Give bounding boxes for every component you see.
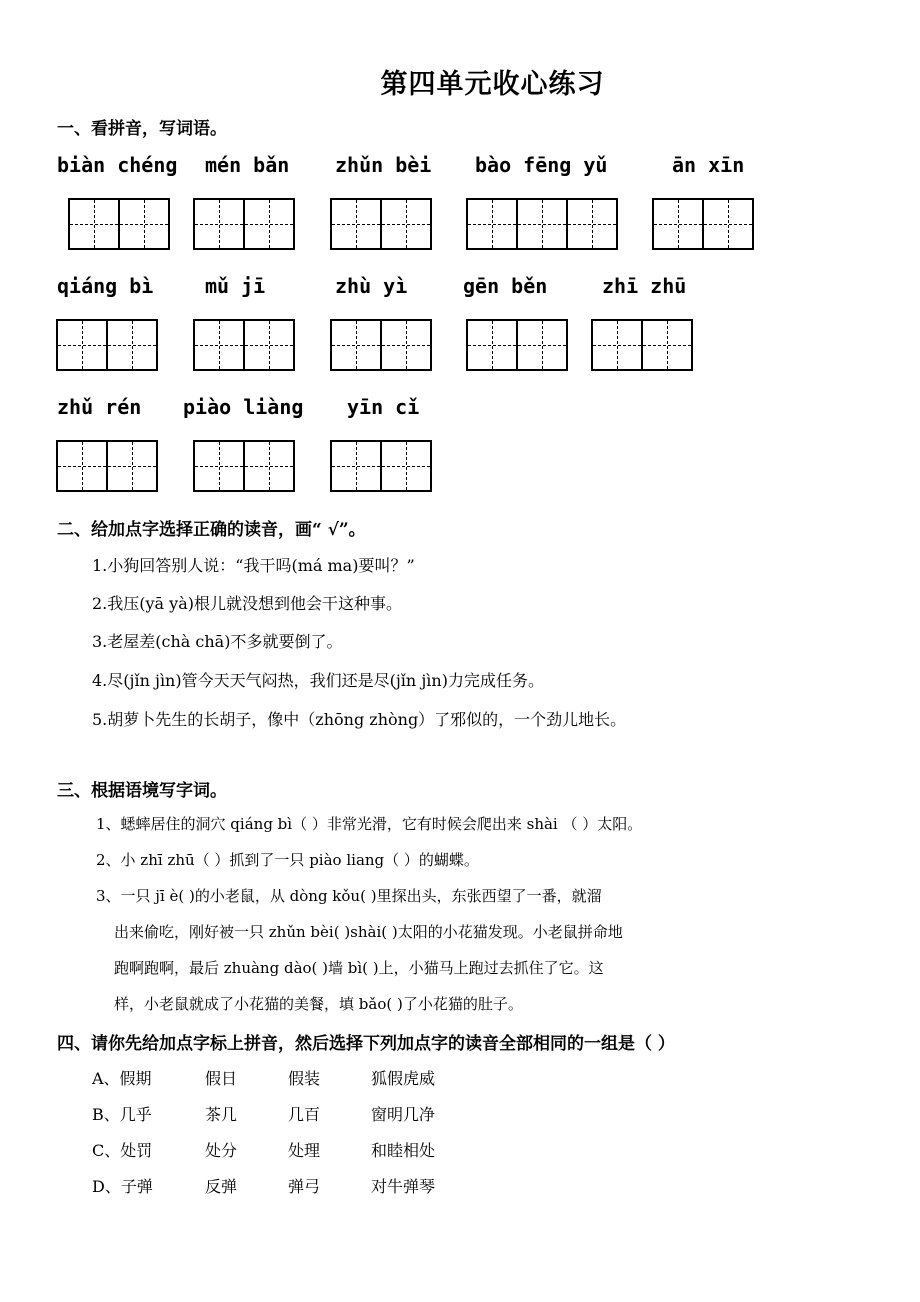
option-word: 假装 [288,1069,321,1088]
writing-grid[interactable] [466,198,616,250]
pinyin-item: biàn chéng [57,153,178,177]
option-word: 茶几 [205,1105,238,1124]
writing-grid[interactable] [330,440,430,492]
question-line: 1.小狗回答别人说：“我干吗(má ma)要叫？” [92,556,415,575]
option-label: B、几乎 [92,1105,152,1124]
option-word: 几百 [288,1105,321,1124]
section1-heading: 一、看拼音，写词语。 [57,119,227,139]
writing-grid[interactable] [591,319,691,371]
writing-grid[interactable] [330,198,430,250]
pinyin-item: mén bǎn [205,153,290,177]
question-line: 2.我压(yā yà)根儿就没想到他会干这种事。 [92,594,402,613]
question-line: 出来偷吃，刚好被一只 zhǔn bèi( )shài( )太阳的小花猫发现。小老鼠拼命地 [114,923,623,941]
option-label: A、假期 [92,1069,152,1088]
page-title: 第四单元收心练习 [380,69,605,100]
pinyin-item: piào liàng [183,395,304,419]
writing-grid[interactable] [330,319,430,371]
pinyin-item: zhǔn bèi [335,153,432,177]
pinyin-item: yīn cǐ [347,395,420,419]
pinyin-item: bào fēng yǔ [475,153,608,177]
option-word: 假日 [205,1069,238,1088]
question-line: 5.胡萝卜先生的长胡子，像中（zhōng zhòng）了邪似的，一个劲儿地长。 [92,710,627,729]
option-label: D、子弹 [92,1177,153,1196]
pinyin-item: mǔ jī [205,274,266,298]
question-line: 3.老屋差(chà chā)不多就要倒了。 [92,632,343,651]
option-word: 处理 [288,1141,321,1160]
section2-heading: 二、给加点字选择正确的读音，画“ √”。 [57,520,366,540]
question-line: 样，小老鼠就成了小花猫的美餐，填 bǎo( )了小花猫的肚子。 [114,995,523,1013]
option-word: 和睦相处 [371,1141,436,1160]
writing-grid[interactable] [68,198,168,250]
question-line: 1、蟋蟀居住的洞穴 qiáng bì（ ）非常光滑，它有时候会爬出来 shài （ ）太阳。 [96,815,643,833]
pinyin-item: zhǔ rén [57,395,142,419]
writing-grid[interactable] [193,440,293,492]
question-line: 2、小 zhī zhū（ ）抓到了一只 piào liang（ ）的蝴蝶。 [96,851,479,869]
option-word: 窗明几净 [371,1105,436,1124]
writing-grid[interactable] [652,198,752,250]
question-line: 3、一只 jī è( )的小老鼠，从 dòng kǒu( )里探出头，东张西望了一番，就溜 [96,887,602,905]
question-line: 4.尽(jǐn jìn)管今天天气闷热，我们还是尽(jǐn jìn)力完成任务。 [92,671,544,690]
pinyin-item: zhī zhū [602,274,687,298]
option-word: 反弹 [205,1177,238,1196]
option-word: 对牛弹琴 [371,1177,436,1196]
section3-heading: 三、根据语境写字词。 [57,781,227,801]
writing-grid[interactable] [466,319,566,371]
option-word: 处分 [205,1141,238,1160]
writing-grid[interactable] [56,319,156,371]
option-word: 狐假虎威 [371,1069,436,1088]
pinyin-item: zhù yì [335,274,408,298]
option-label: C、处罚 [92,1141,153,1160]
pinyin-item: ān xīn [672,153,745,177]
writing-grid[interactable] [193,198,293,250]
question-line: 跑啊跑啊，最后 zhuàng dào( )墙 bì( )上，小猫马上跑过去抓住了它。这 [114,959,604,977]
writing-grid[interactable] [56,440,156,492]
pinyin-item: qiáng bì [57,274,154,298]
writing-grid[interactable] [193,319,293,371]
pinyin-item: gēn běn [463,274,548,298]
option-word: 弹弓 [288,1177,321,1196]
section4-heading: 四、请你先给加点字标上拼音，然后选择下列加点字的读音全部相同的一组是（ ） [57,1034,675,1054]
